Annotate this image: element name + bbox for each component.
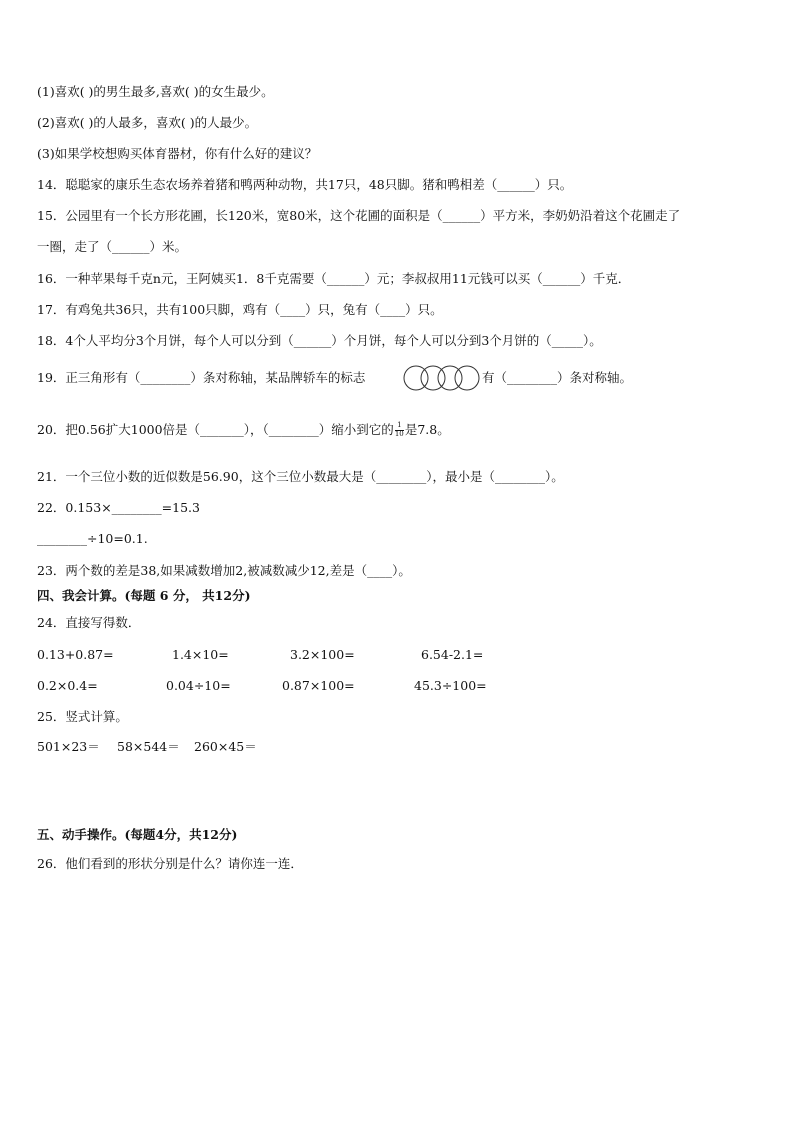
car-logo-rings-icon <box>402 364 482 392</box>
calc-item: 0.04÷10= <box>166 678 231 693</box>
calc-item: 0.2×0.4= <box>37 678 98 693</box>
question-13-part-2: (2)喜欢( )的人最多，喜欢( )的人最少。 <box>37 115 258 130</box>
question-18: 18．4个人平均分3个月饼，每个人可以分到（______）个月饼，每个人可以分到3个月饼的（_____）。 <box>37 333 602 348</box>
section-5-title: 五、动手操作。(每题4分，共12分) <box>37 827 238 842</box>
question-23: 23．两个数的差是38,如果减数增加2,被减数减少12,差是（____）。 <box>37 563 411 578</box>
question-19-suffix: 有（________）条对称轴。 <box>482 370 633 385</box>
question-16: 16．一种苹果每千克n元，王阿姨买1．8千克需要（______）元；李叔叔用11元钱可以买（______）千克． <box>37 271 631 286</box>
section-4-title: 四、我会计算。(每题 6 分， 共12分) <box>37 588 251 603</box>
calc-item: 0.13+0.87= <box>37 647 114 662</box>
question-22-part-2: ________÷10=0.1. <box>37 531 148 546</box>
vertical-calc-item: 501×23＝ <box>37 739 100 754</box>
calc-item: 1.4×10= <box>172 647 229 662</box>
question-13-part-1: (1)喜欢( )的男生最多,喜欢( )的女生最少。 <box>37 84 274 99</box>
question-20-prefix: 20．把0.56扩大1000倍是（_______），（________）缩小到它的 <box>37 422 394 437</box>
question-15-line-2: 一圈，走了（______）米。 <box>37 239 188 254</box>
question-24: 24．直接写得数． <box>37 615 141 630</box>
question-14: 14．聪聪家的康乐生态农场养着猪和鸭两种动物，共17只，48只脚。猪和鸭相差（______）只。 <box>37 177 573 192</box>
fraction-denominator: 10 <box>394 430 404 438</box>
calc-item: 3.2×100= <box>290 647 355 662</box>
question-20 <box>37 422 450 438</box>
fraction-one-tenth <box>394 422 405 438</box>
fraction-numerator: 1 <box>397 421 402 429</box>
calc-item: 0.87×100= <box>282 678 355 693</box>
vertical-calc-item: 260×45＝ <box>194 739 257 754</box>
vertical-calc-item: 58×544＝ <box>117 739 180 754</box>
question-21: 21．一个三位小数的近似数是56.90，这个三位小数最大是（________），最小是（________）。 <box>37 469 564 484</box>
question-13-part-3: (3)如果学校想购买体育器材，你有什么好的建议？ <box>37 146 318 161</box>
calc-item: 6.54-2.1= <box>421 647 484 662</box>
question-25: 25．竖式计算。 <box>37 709 128 724</box>
question-20-suffix: 是7.8。 <box>404 422 450 437</box>
question-15-line-1: 15．公园里有一个长方形花圃，长120米，宽80米，这个花圃的面积是（______）平方米，李奶奶沿着这个花圃走了 <box>37 208 681 223</box>
question-19-prefix: 19．正三角形有（________）条对称轴，某品牌轿车的标志 <box>37 370 366 385</box>
question-17: 17．有鸡兔共36只，共有100只脚，鸡有（____）只，兔有（____）只。 <box>37 302 443 317</box>
question-22-part-1: 22．0.153×________=15.3 <box>37 500 200 515</box>
calc-item: 45.3÷100= <box>414 678 487 693</box>
question-26: 26．他们看到的形状分别是什么？请你连一连． <box>37 856 303 871</box>
